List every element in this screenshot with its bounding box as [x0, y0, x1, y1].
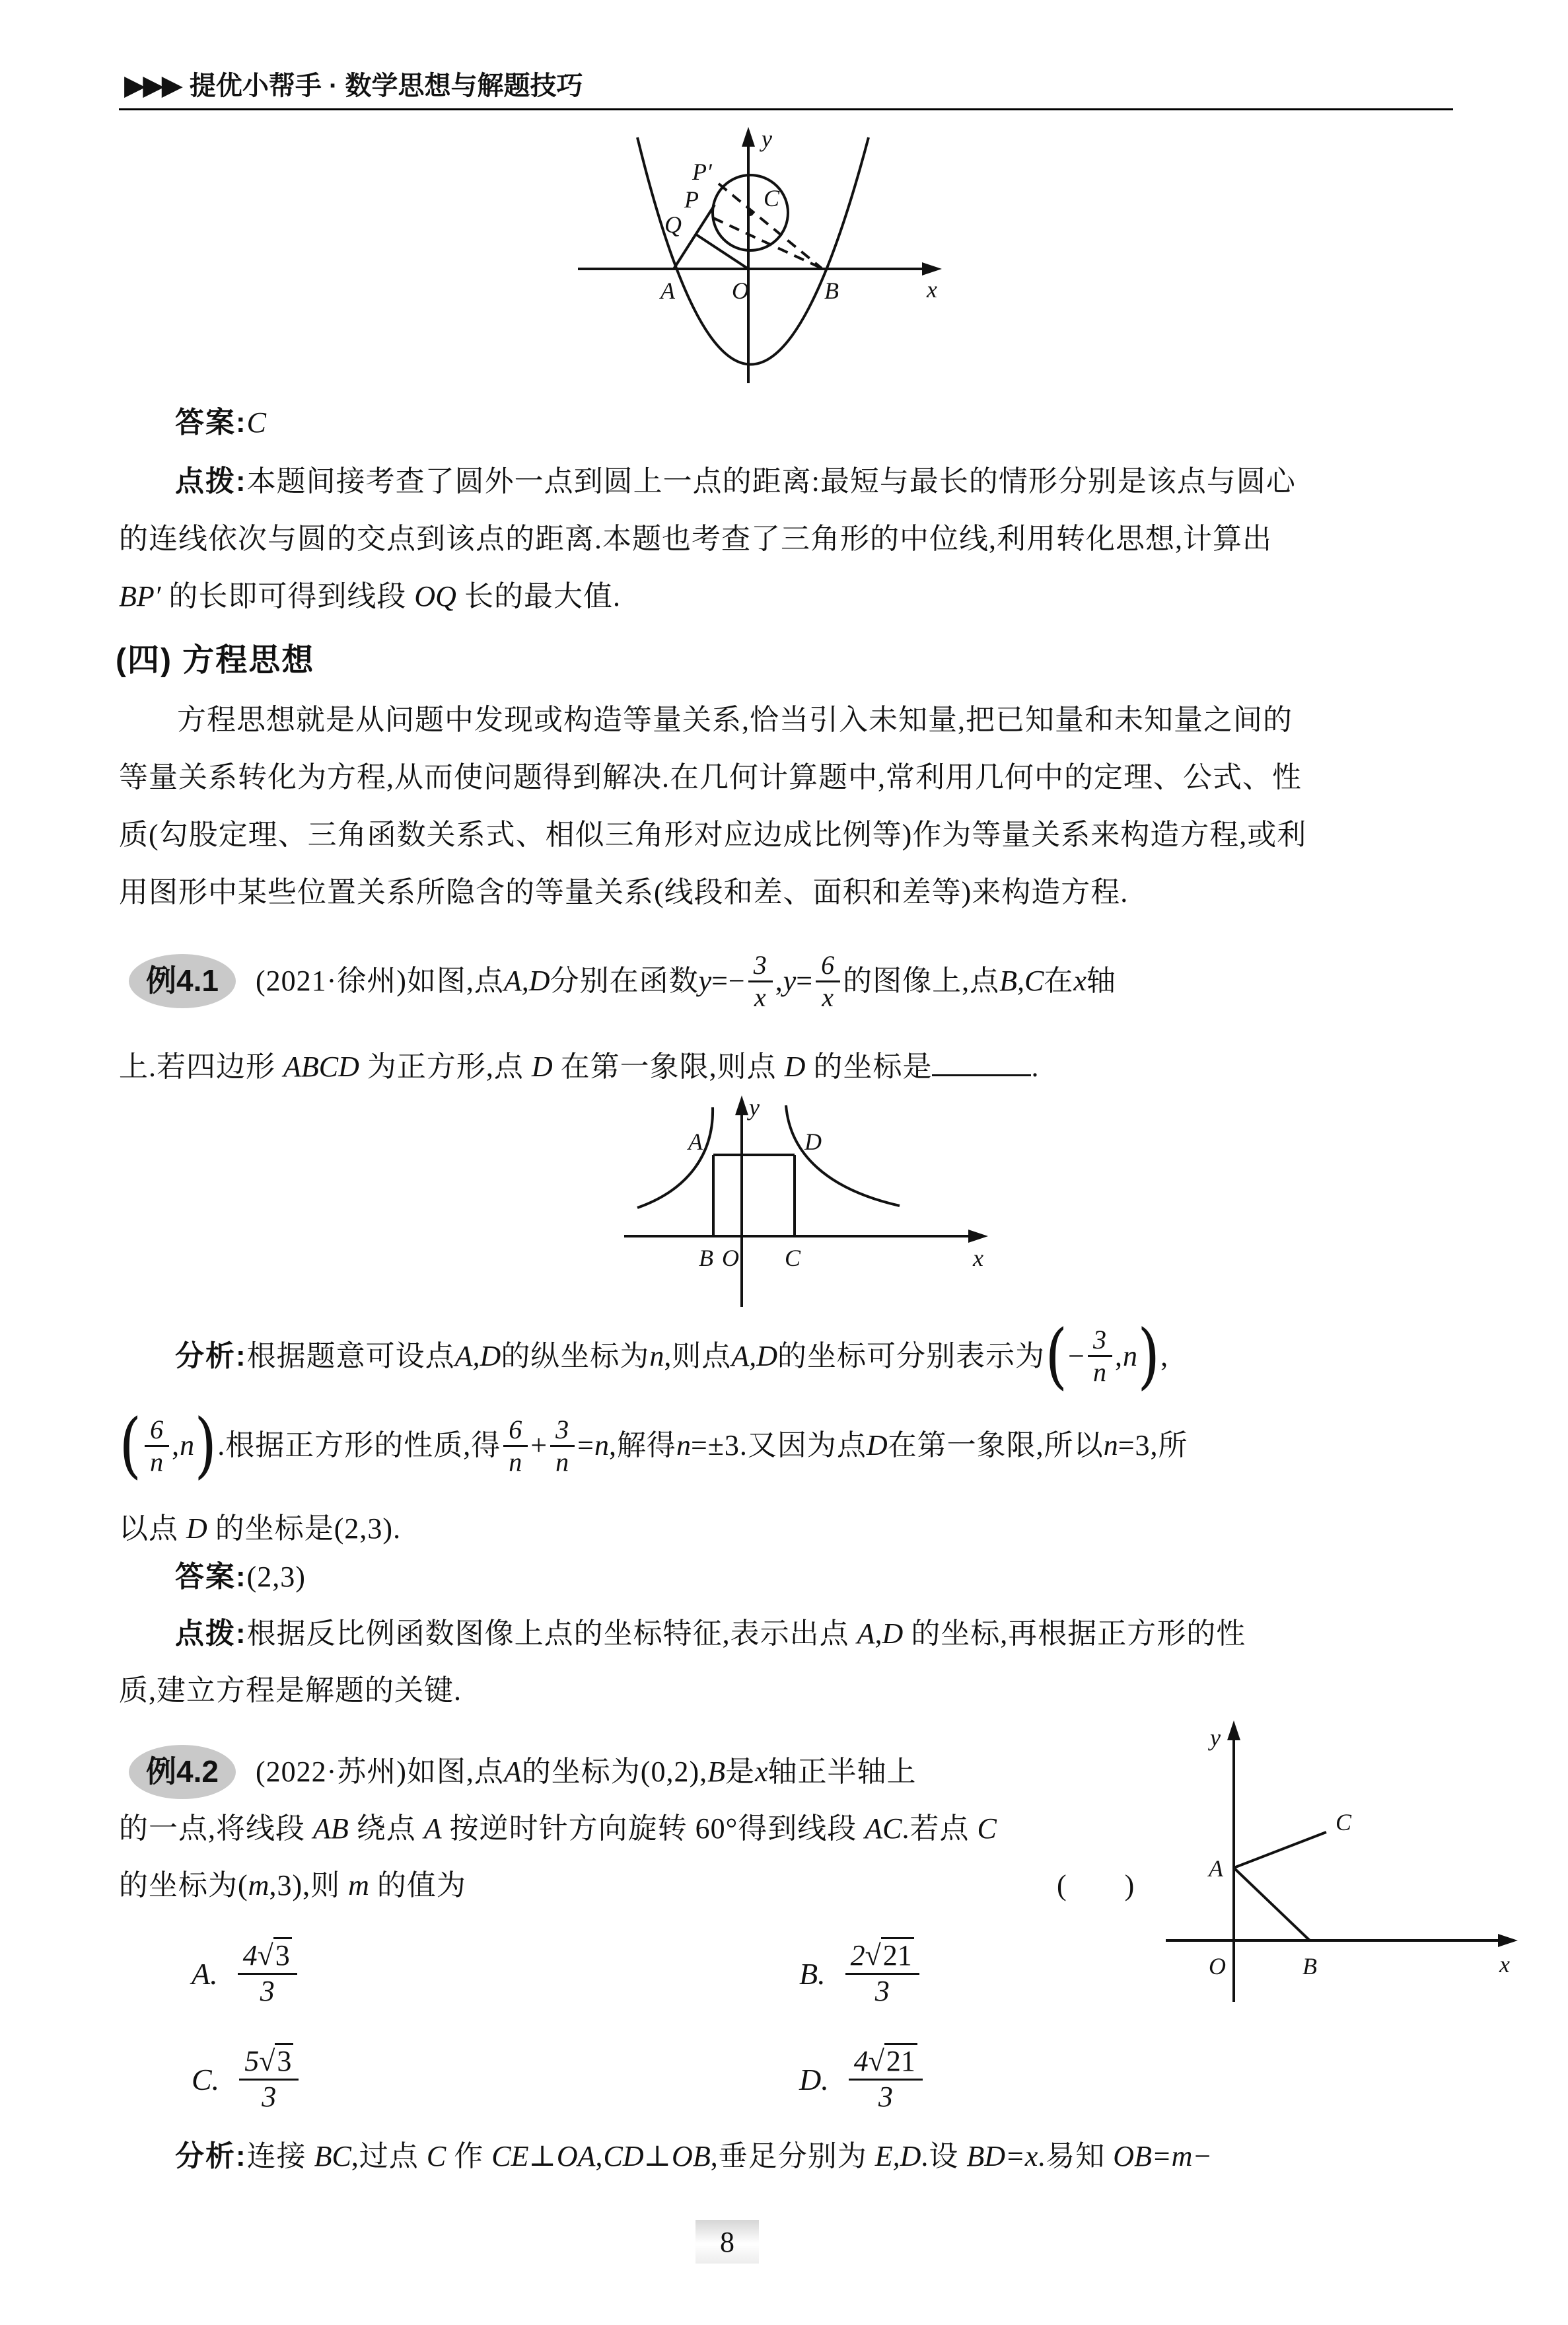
choice-D: [799, 2045, 925, 2114]
big-right-paren: ): [194, 1404, 217, 1487]
radicand: 3: [273, 1937, 292, 1972]
ex42-math-m2: m: [348, 1869, 369, 1901]
ex42-t1: (2022·苏州)如图,点: [255, 1755, 504, 1788]
ex41-math-x: x: [1073, 965, 1087, 997]
ex41-t9: 的坐标是: [805, 1051, 933, 1083]
hint2-line2: [119, 1670, 462, 1712]
ana41-line2: [119, 1406, 1188, 1485]
frac-den: n: [1088, 1355, 1112, 1387]
label-C: C: [764, 185, 780, 211]
intro-text3: 质(勾股定理、三角函数关系式、相似三角形对应边成比例等)作为等量关系来构造方程,或利: [119, 819, 1307, 851]
ana42-t4: ,: [595, 2140, 604, 2172]
hint2-t3: 质,建立方程是解题的关键.: [119, 1674, 462, 1707]
ana41-math-AD1: A,D: [454, 1339, 501, 1372]
hint2-t1: 根据反比例函数图像上点的坐标特征,表示出点: [246, 1617, 857, 1650]
header-rule: [119, 108, 1453, 110]
ex42-t5: 的一点,将线段: [119, 1812, 313, 1845]
ana41-math-AD2: A,D: [731, 1339, 777, 1372]
coeff: 2: [850, 1939, 865, 1972]
ex42-t2: 的坐标为(0,2),: [521, 1755, 708, 1788]
ex42-t3: 是: [725, 1755, 756, 1788]
ex42-math-C: C: [977, 1812, 997, 1845]
frac-num: 6: [821, 949, 836, 980]
ana41-t7: ,: [172, 1429, 180, 1461]
label-O: O: [1209, 1953, 1226, 1979]
sqrt-icon: √: [865, 1939, 881, 1972]
ana41-t3: ,则点: [664, 1339, 732, 1372]
ana42-t7: .易知: [1038, 2140, 1114, 2172]
ex42-line2: [119, 1808, 997, 1850]
ana42-t2: ,过点: [351, 2140, 427, 2172]
ex42-math-x: x: [755, 1755, 768, 1788]
frac-den: n: [145, 1445, 169, 1477]
intro-line2: [119, 757, 1302, 799]
choice-B-label: B.: [799, 1956, 826, 1991]
frac-num: 6: [509, 1414, 523, 1444]
ex41-math-ABCD: ABCD: [283, 1051, 359, 1083]
sqrt-icon: √: [259, 2045, 275, 2077]
ex41-t10: .: [1031, 1051, 1040, 1083]
ana41-math-n4: n: [594, 1429, 609, 1461]
ex42-t6: 绕点: [348, 1812, 424, 1845]
choice-C-fraction: [239, 2045, 299, 2114]
hint1-text3b: 长的最大值.: [456, 580, 621, 612]
ana42-math-OBm: OB=m−: [1113, 2140, 1213, 2172]
ana41-math-n3: n: [180, 1429, 195, 1461]
frac-num: [239, 2045, 299, 2079]
choice-B-fraction: [845, 1939, 919, 2008]
choice-D-label: D.: [799, 2062, 829, 2096]
frac-num: 3: [555, 1414, 570, 1444]
label-A: A: [688, 1128, 703, 1155]
choice-C: [192, 2045, 301, 2114]
label-x: x: [1499, 1951, 1510, 1977]
frac-den: n: [550, 1445, 575, 1477]
ana41-t2: 的纵坐标为: [501, 1339, 650, 1372]
figure-rotation: [1156, 1711, 1532, 2002]
frac-den: 3: [239, 2079, 299, 2114]
label-B: B: [1302, 1953, 1317, 1979]
answer2-value: (2,3): [246, 1561, 306, 1593]
ana41-t1: 根据题意可设点: [246, 1339, 455, 1372]
ex42-t7: 按逆时针方向旋转 60°得到线段: [441, 1812, 865, 1845]
y-axis-arrow-icon: [742, 127, 755, 147]
ex42-t8: .若点: [902, 1812, 978, 1845]
hint2-t2: 的坐标,再根据正方形的性: [903, 1617, 1246, 1650]
ana41-t13: =3,所: [1118, 1429, 1188, 1461]
ana42-math-OA: OA: [556, 2140, 596, 2172]
radicand: 21: [884, 2043, 917, 2077]
segment-AB: [1234, 1868, 1310, 1940]
ana41-t10: ,解得: [608, 1429, 676, 1461]
ana41-t4: 的坐标可分别表示为: [777, 1339, 1045, 1372]
ana42-math-C: C: [426, 2140, 446, 2172]
radicand: 3: [275, 2043, 293, 2077]
ana41-t15: 的坐标是(2,3).: [207, 1512, 402, 1545]
x-axis-arrow-icon: [922, 262, 942, 276]
label-B: B: [824, 277, 839, 304]
label-C: C: [785, 1245, 801, 1271]
ana41-frac-3n2: [550, 1415, 575, 1477]
big-right-paren: ): [1137, 1314, 1160, 1397]
label-O: O: [722, 1245, 739, 1271]
section-title: (四) 方程思想: [116, 643, 315, 678]
hint1-text3a: 的长即可得到线段: [160, 580, 415, 612]
ana41-t9: =: [577, 1429, 594, 1461]
ex41-math-D2: D: [784, 1051, 806, 1083]
intro-line3: [119, 814, 1306, 856]
ex41-frac-6x: [816, 950, 840, 1013]
ex42-math-m1: m: [248, 1869, 269, 1901]
ex42-math-AC: AC: [865, 1812, 902, 1845]
page-number-box: [695, 2220, 759, 2264]
ex42-line1: [129, 1739, 917, 1805]
frac-num: [238, 1939, 297, 1973]
ex42-t4: 轴正半轴上: [767, 1755, 917, 1788]
triple-arrow-icon: ▶▶▶: [124, 69, 180, 100]
ex41-t8: 在第一象限,则点: [552, 1051, 785, 1083]
ana42-math-BC: BC: [314, 2140, 351, 2172]
intro-text4: 用图形中某些位置关系所隐含的等量关系(线段和差、面积和差等)来构造方程.: [119, 876, 1129, 908]
label-O: O: [732, 277, 749, 304]
ex42-math-A1: A: [503, 1755, 522, 1788]
ex41-t1: (2021·徐州)如图,点: [255, 965, 504, 997]
frac-den: n: [503, 1445, 528, 1477]
sqrt-icon: √: [257, 1939, 273, 1972]
plus-sign: +: [530, 1429, 548, 1461]
choice-A-fraction: [238, 1939, 297, 2008]
ex41-math-y2: y: [783, 965, 797, 997]
ana41-frac-6n2: [503, 1415, 528, 1477]
frac-den: x: [748, 980, 773, 1013]
ex41-t4: 在: [1044, 965, 1074, 997]
big-left-paren: (: [119, 1404, 142, 1487]
ex41-t5: 轴: [1086, 965, 1116, 997]
ex41-t2: 分别在函数: [550, 965, 699, 997]
ana42-t1: 连接: [246, 2140, 314, 2172]
ex41-line1: [129, 938, 1116, 1024]
ana41-label: 分析:: [175, 1339, 247, 1372]
choice-D-fraction: [849, 2045, 923, 2114]
ex41-t6: 上.若四边形: [119, 1051, 283, 1083]
perp-icon: ⊥: [643, 2140, 672, 2172]
ana41-line3: [119, 1508, 401, 1550]
frac-num: 6: [150, 1414, 164, 1444]
ex41-math-D1: D: [531, 1051, 553, 1083]
ex41-badge: 例4.1: [129, 954, 236, 1008]
intro-line1: [177, 699, 1293, 741]
ana41-t12: 在第一象限,所以: [887, 1429, 1104, 1461]
answer2-line: [175, 1556, 306, 1598]
intro-text1: 方程思想就是从问题中发现或构造等量关系,恰当引入未知量,把已知量和未知量之间的: [177, 704, 1293, 736]
label-x: x: [973, 1245, 983, 1271]
big-left-paren: (: [1045, 1314, 1068, 1397]
ana42-t6: .设: [921, 2140, 967, 2172]
ex41-comma: ,: [775, 965, 783, 997]
x-axis-arrow-icon: [1498, 1934, 1518, 1947]
frac-den: x: [816, 980, 840, 1013]
hint1-math-BP: BP′: [119, 580, 161, 612]
figure-hyperbola-square: [614, 1089, 997, 1307]
ex41-math-y1: y: [698, 965, 712, 997]
y-axis-arrow-icon: [1227, 1720, 1240, 1740]
answer2-label: 答案:: [175, 1561, 247, 1593]
ana41-math-n6: n: [1103, 1429, 1118, 1461]
frac-den: 3: [238, 1973, 297, 2009]
ex42-math-AB: AB: [313, 1812, 349, 1845]
coeff: 5: [244, 2045, 260, 2077]
ana41-math-n5: n: [676, 1429, 691, 1461]
page-header: [124, 65, 583, 102]
ana41-frac-6n: [145, 1415, 169, 1477]
answer-blank: [932, 1043, 1031, 1076]
ana41-math-D: D: [866, 1429, 888, 1461]
ex42-math-B: B: [707, 1755, 726, 1788]
hint1-math-OQ: OQ: [414, 580, 456, 612]
ex41-math-BC: B,C: [999, 965, 1044, 997]
label-y: y: [749, 1094, 760, 1121]
ex42-t11: 的值为: [369, 1869, 466, 1901]
label-B: B: [699, 1245, 713, 1271]
frac-num: 3: [1092, 1325, 1107, 1354]
right-hyperbola-branch: [786, 1105, 900, 1206]
x-axis-arrow-icon: [968, 1230, 988, 1243]
segment-AC: [1234, 1832, 1326, 1868]
ana41-t5: ,: [1114, 1339, 1123, 1372]
answer1-label: 答案:: [175, 406, 247, 439]
hint1-text1: 本题间接考查了圆外一点到圆上一点的距离:最短与最长的情形分别是该点与圆心: [246, 465, 1296, 498]
ana42-line1: [175, 2135, 1212, 2178]
ana41-math-n1: n: [649, 1339, 664, 1372]
ana41-t8: .根据正方形的性质,得: [217, 1429, 501, 1461]
sqrt-icon: √: [868, 2045, 884, 2077]
ex42-line3: [119, 1864, 1149, 1907]
answer1-value: C: [246, 406, 267, 439]
perp-icon: ⊥: [528, 2140, 557, 2172]
ana42-math-CD: CD: [603, 2140, 644, 2172]
ana41-t14: 以点: [119, 1512, 186, 1545]
ana41-math-D2: D: [186, 1512, 207, 1545]
hint1-label: 点拨:: [175, 465, 247, 498]
ex41-t3: 的图像上,点: [843, 965, 1000, 997]
frac-den: 3: [849, 2079, 923, 2114]
label-A: A: [660, 277, 675, 304]
hint2-math-AD: A,D: [857, 1617, 904, 1650]
ana41-frac-3n: [1088, 1325, 1112, 1387]
hint1-line1: [175, 461, 1296, 503]
y-axis-arrow-icon: [735, 1095, 748, 1115]
page-number: 8: [720, 2225, 734, 2258]
ex42-t9: 的坐标为(: [119, 1869, 248, 1901]
ana42-math-OB: OB: [672, 2140, 711, 2172]
frac-num: 3: [753, 949, 767, 980]
intro-line4: [119, 871, 1128, 914]
intro-text2: 等量关系转化为方程,从而使问题得到解决.在几何计算题中,常利用几何中的定理、公式、性: [119, 761, 1302, 793]
choice-brackets: ( ): [1057, 1869, 1135, 1901]
ana41-math-n2: n: [1122, 1339, 1137, 1372]
label-x: x: [927, 276, 937, 303]
ana41-t6: ,: [1160, 1339, 1169, 1372]
choice-A: [192, 1939, 300, 2008]
frac-num: [845, 1939, 919, 1973]
label-P: P: [684, 186, 699, 213]
ana41-minus: −: [1068, 1339, 1085, 1372]
ana42-math-BDx: BD=x: [966, 2140, 1038, 2172]
ex41-t7: 为正方形,点: [359, 1051, 532, 1083]
hint2-line1: [175, 1613, 1246, 1655]
label-A: A: [1209, 1855, 1223, 1882]
frac-den: 3: [845, 1973, 919, 2009]
ana42-t5: ,垂足分别为: [710, 2140, 875, 2172]
ex41-math-AD: A,D: [503, 965, 550, 997]
figure-parabola-circle: [568, 119, 951, 383]
ana42-t3: 作: [446, 2140, 492, 2172]
label-y: y: [1210, 1724, 1221, 1751]
hint1-text2: 的连线依次与圆的交点到该点的距离.本题也考查了三角形的中位线,利用转化思想,计算出: [119, 523, 1272, 555]
section-heading: [116, 640, 314, 682]
header-title: 提优小帮手 · 数学思想与解题技巧: [189, 71, 583, 100]
ex41-eq2: =: [796, 965, 814, 997]
ana42-math-ED: E,D: [874, 2140, 921, 2172]
ex41-frac-3x: [748, 950, 773, 1013]
frac-num: [849, 2045, 923, 2079]
label-Q: Q: [664, 211, 682, 238]
ex42-badge: 例4.2: [129, 1745, 236, 1799]
ana41-line1: [175, 1314, 1169, 1397]
ex41-line2: [119, 1043, 1039, 1088]
choice-A-label: A.: [192, 1956, 218, 1991]
ana41-t11: =±3.又因为点: [690, 1429, 867, 1461]
label-C: C: [1336, 1809, 1352, 1835]
ex42-math-A2: A: [423, 1812, 442, 1845]
choice-B: [799, 1939, 922, 2008]
hint2-label: 点拨:: [175, 1617, 247, 1650]
radicand: 21: [881, 1937, 914, 1972]
answer1-line: [175, 402, 266, 444]
hint1-line2: [119, 518, 1272, 560]
coeff: 4: [853, 2045, 869, 2077]
ana42-label: 分析:: [175, 2140, 247, 2172]
label-D: D: [804, 1128, 822, 1155]
left-hyperbola-branch: [637, 1107, 713, 1208]
ex41-eq1: =−: [711, 965, 746, 997]
ana42-math-CE: CE: [491, 2140, 529, 2172]
ex42-t10: ,3),则: [269, 1869, 349, 1901]
label-y: y: [762, 126, 772, 152]
choice-C-label: C.: [192, 2062, 220, 2096]
label-P-prime: P′: [692, 159, 712, 185]
hint1-line3: [119, 575, 621, 618]
coeff: 4: [242, 1939, 258, 1972]
